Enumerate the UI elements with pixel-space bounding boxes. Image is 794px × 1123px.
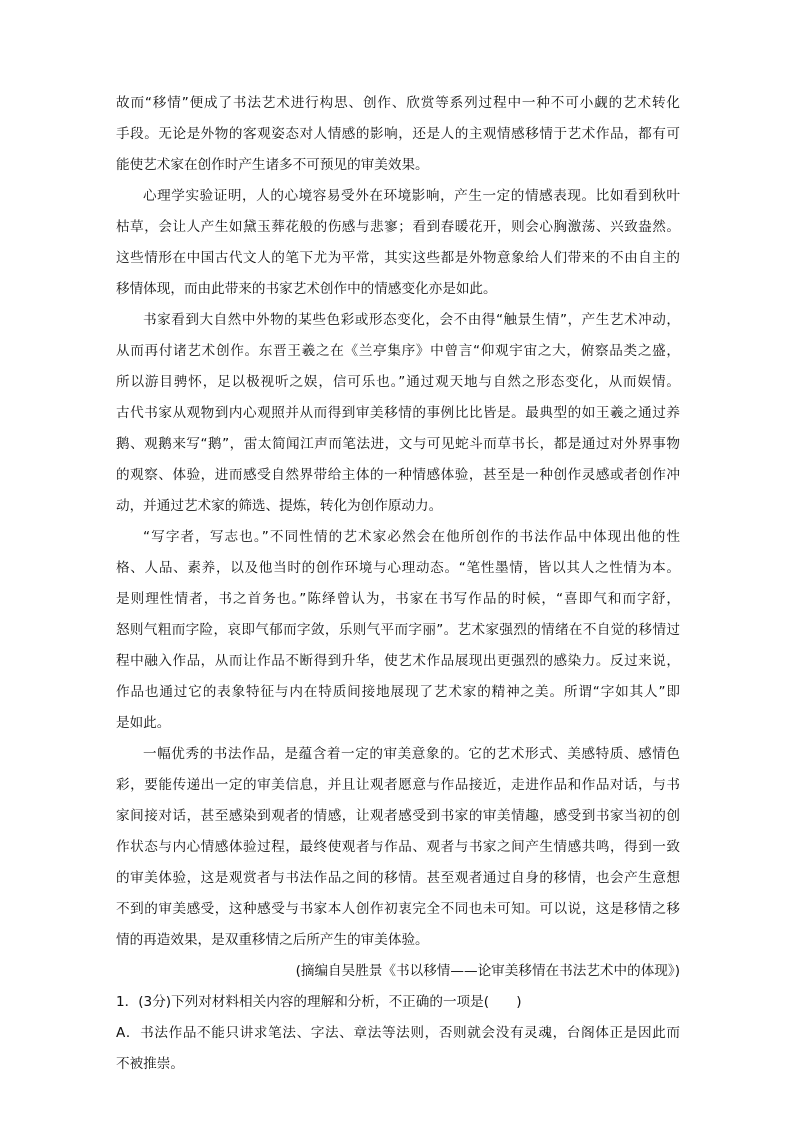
text-line: “写字者，写志也。”不同性情的艺术家必然会在他所创作的书法作品中体现出他的性 xyxy=(143,529,680,545)
option-a xyxy=(116,1018,680,1080)
text-line: 的审美体验，这是观赏者与书法作品之间的移情。甚至观者通过自身的移情，也会产生意想 xyxy=(116,870,680,886)
paragraph-temperament xyxy=(116,522,680,739)
text-line: 从而再付诸艺术创作。东晋王羲之在《兰亭集序》中曾言“仰观宇宙之大，俯察品类之盛， xyxy=(116,343,680,359)
text-line: 情的再造效果，是双重移情之后所产生的审美体验。 xyxy=(116,932,429,948)
text-line: 古代书家从观物到内心观照并从而得到审美移情的事例比比皆是。最典型的如王羲之通过养 xyxy=(116,405,680,421)
text-line: 的观察、体验，进而感受自然界带给主体的一种情感体验，甚至是一种创作灵感或者创作冲 xyxy=(116,467,680,483)
text-line: 家间接对话，甚至感染到观者的情感，让观者感受到书家的审美情趣，感受到书家当初的创 xyxy=(116,808,680,824)
text-line: 作状态与内心情感体验过程，最终使观者与作品、观者与书家之间产生情感共鸣，得到一致 xyxy=(116,839,680,855)
text-line: 枯草，会让人产生如黛玉葬花般的伤感与悲寥；看到春暖花开，则会心胸激荡、兴致盎然。 xyxy=(116,219,680,235)
text-line: 心理学实验证明，人的心境容易受外在环境影响，产生一定的情感表现。比如看到秋叶 xyxy=(143,188,680,204)
paragraph-nature xyxy=(116,305,680,522)
paragraph-aesthetic xyxy=(116,739,680,956)
text-line: 书家看到大自然中外物的某些色彩或形态变化，会不由得“触景生情”，产生艺术冲动， xyxy=(143,312,680,328)
text-line: 这些情形在中国古代文人的笔下尤为平常，其实这些都是外物意象给人们带来的不由自主的 xyxy=(116,250,680,266)
text-line: 怒则气粗而字险，哀即气郁而字敛，乐则气平而字丽”。艺术家强烈的情绪在不自觉的移情过 xyxy=(116,622,680,638)
paragraph-psychology xyxy=(116,181,680,305)
text-line: 格、人品、素养，以及他当时的创作环境与心理动态。“笔性墨情，皆以其人之性情为本。 xyxy=(116,560,680,576)
text-line: 是如此。 xyxy=(116,715,171,731)
text-line: 故而“移情”便成了书法艺术进行构思、创作、欣赏等系列过程中一种不可小觑的艺术转化 xyxy=(116,95,680,111)
text-line: 能使艺术家在创作时产生诸多不可预见的审美效果。 xyxy=(116,157,429,173)
text-line: 程中融入作品，从而让作品不断得到升华，使艺术作品展现出更强烈的感染力。反过来说， xyxy=(116,653,680,669)
text-line: 动，并通过艺术家的筛选、提炼，转化为创作原动力。 xyxy=(116,498,443,514)
text-line: 作品也通过它的表象特征与内在特质间接地展现了艺术家的精神之美。所谓“字如其人”即 xyxy=(116,684,680,700)
text-line: 手段。无论是外物的客观姿态对人情感的影响，还是人的主观情感移情于艺术作品，都有可 xyxy=(116,126,680,142)
option-a-line: A．书法作品不能只讲求笔法、字法、章法等法则，否则就会没有灵魂，台阁体正是因此而 xyxy=(116,1025,680,1041)
text-line: 不到的审美感受，这种感受与书家本人创作初衷完全不同也未可知。可以说，这是移情之移 xyxy=(116,901,680,917)
option-a-line: 不被推崇。 xyxy=(116,1056,184,1072)
paragraph-continuation xyxy=(116,88,680,181)
text-line: 一幅优秀的书法作品，是蕴含着一定的审美意象的。它的艺术形式、美感特质、感情色 xyxy=(143,746,680,762)
question-stem: 1．(3分)下列对材料相关内容的理解和分析，不正确的一项是( ) xyxy=(116,994,522,1010)
document-page xyxy=(116,88,680,1080)
text-line: 鹅、观鹅来写“鹅”，雷太简闻江声而笔法进，文与可见蛇斗而草书长，都是通过对外界事物 xyxy=(116,436,680,452)
text-line: 是则理性情者，书之首务也。”陈绎曾认为，书家在书写作品的时候，“喜即气和而字舒， xyxy=(116,591,680,607)
text-line: 移情体现，而由此带来的书家艺术创作中的情感变化亦是如此。 xyxy=(116,281,497,297)
text-line: 彩，要能传递出一定的审美信息，并且让观者愿意与作品接近，走进作品和作品对话，与书 xyxy=(116,777,680,793)
source-citation: (摘编自吴胜景《书以移情——论审美移情在书法艺术中的体现》) xyxy=(295,963,680,979)
text-line: 所以游目骋怀，足以极视听之娱，信可乐也。”通过观天地与自然之形态变化，从而娱情。 xyxy=(116,374,680,390)
